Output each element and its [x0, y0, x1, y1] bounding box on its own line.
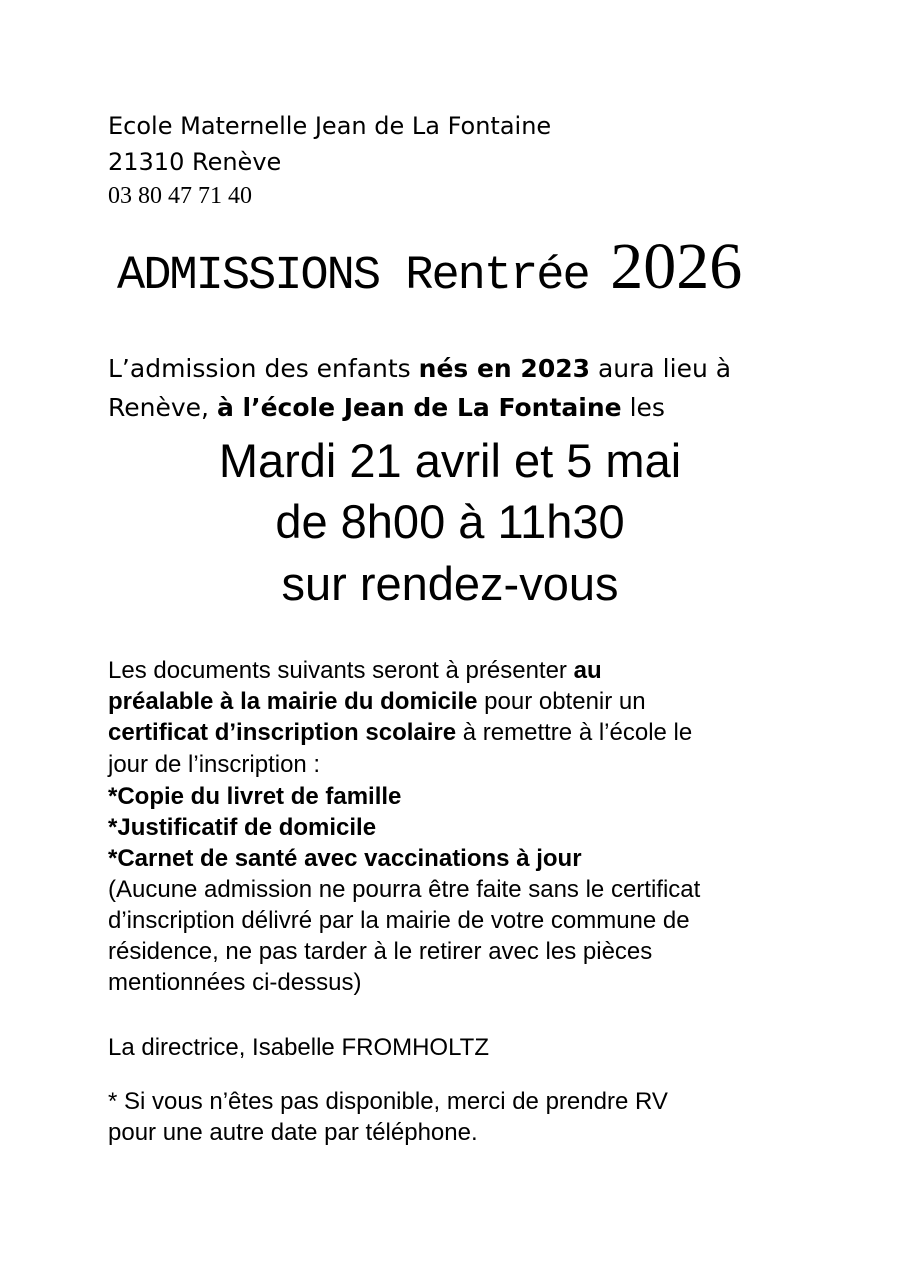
- intro-text-4: les: [621, 393, 665, 422]
- intro-line-1: [108, 354, 731, 383]
- documents-line-4: jour de l’inscription :: [108, 751, 321, 778]
- documents-note-line: mentionnées ci-dessus): [108, 969, 362, 996]
- school-name: Ecole Maternelle Jean de La Fontaine: [108, 112, 552, 140]
- documents-bold-3: certificat d’inscription scolaire: [108, 719, 457, 746]
- schedule-hours: de 8h00 à 11h30: [275, 495, 625, 548]
- documents-note-line: résidence, ne pas tarder à le retirer avec les pièces: [108, 938, 653, 965]
- title-text: ADMISSIONS Rentrée: [117, 250, 589, 303]
- list-item: *Carnet de santé avec vaccinations à jour: [108, 845, 582, 872]
- intro-line-2: [108, 393, 665, 422]
- school-phone: 03 80 47 71 40: [108, 183, 252, 209]
- intro-text-1: L’admission des enfants: [108, 354, 419, 383]
- documents-line-3: [108, 718, 692, 748]
- documents-line-1: [108, 656, 602, 686]
- signature: La directrice, Isabelle FROMHOLTZ: [108, 1034, 489, 1061]
- documents-text-2: pour obtenir un: [477, 688, 646, 715]
- intro-text-2: aura lieu à: [590, 354, 732, 383]
- documents-text-3: à remettre à l’école le: [456, 719, 693, 746]
- documents-text-1: Les documents suivants seront à présenter: [108, 657, 574, 684]
- intro-bold-birth-year: nés en 2023: [418, 354, 591, 383]
- footnote-line: * Si vous n’êtes pas disponible, merci de prendre RV: [108, 1088, 668, 1115]
- documents-note-line: d’inscription délivré par la mairie de votre commune de: [108, 907, 690, 934]
- list-item: *Justificatif de domicile: [108, 814, 377, 841]
- intro-text-3: Renève,: [108, 393, 217, 422]
- documents-bold-1: au: [573, 657, 602, 684]
- schedule-dates: Mardi 21 avril et 5 mai: [218, 434, 682, 487]
- documents-bold-2: préalable à la mairie du domicile: [108, 688, 478, 715]
- intro-bold-school: à l’école Jean de La Fontaine: [216, 393, 622, 422]
- page-title: [117, 232, 742, 319]
- schedule-appointment: sur rendez-vous: [281, 557, 619, 610]
- footnote-line: pour une autre date par téléphone.: [108, 1119, 478, 1146]
- school-city: 21310 Renève: [108, 148, 282, 176]
- list-item: *Copie du livret de famille: [108, 783, 402, 810]
- title-year: 2026: [610, 230, 743, 303]
- documents-line-2: [108, 687, 646, 717]
- documents-note-line: (Aucune admission ne pourra être faite sans le certificat: [108, 876, 701, 903]
